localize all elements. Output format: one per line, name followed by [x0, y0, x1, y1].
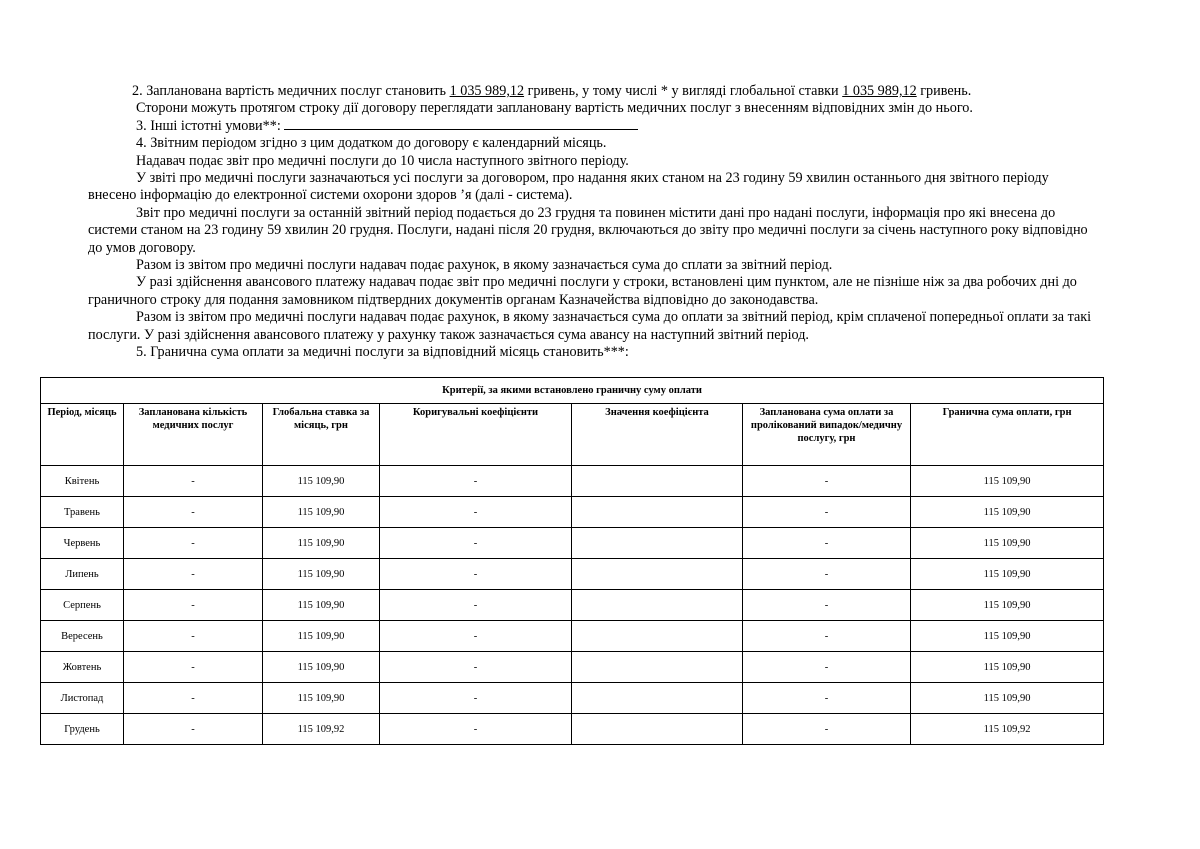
- table-header-row: [41, 404, 1104, 466]
- cell-planned-sum: -: [743, 528, 911, 559]
- cell-planned-qty: -: [124, 621, 263, 652]
- cell-month: Грудень: [41, 714, 124, 745]
- cell-month: Травень: [41, 497, 124, 528]
- col-header-global-rate: Глобальна ставка за місяць, грн: [263, 404, 380, 466]
- table-row: [41, 590, 1104, 621]
- cell-coefficient-value: [572, 714, 743, 745]
- paragraph-3-text: 3. Інші істотні умови**:: [136, 117, 285, 134]
- cell-coefficient-value: [572, 528, 743, 559]
- paragraph-2-text-b: гривень, у тому числі * у вигляді глобальної ставки: [524, 83, 843, 99]
- cell-coefficients: -: [380, 528, 572, 559]
- global-rate-amount: 1 035 989,12: [842, 83, 917, 99]
- cell-limit-sum: 115 109,90: [911, 683, 1104, 714]
- table-body: [41, 466, 1104, 745]
- cell-coefficients: -: [380, 497, 572, 528]
- cell-coefficient-value: [572, 621, 743, 652]
- paragraph-4d: Звіт про медичні послуги за останній звітний період подається до 23 грудня та повинен містити дані про надані послуги, інформація про які внесена до системи станом на 23 годину 59 хвилин 20 грудня. Послуги, надані після 20 грудня, включаються до звіту про медичні послуги за січень наступного року відповідно до умов договору.: [88, 204, 1088, 256]
- paragraph-4g: Разом із звітом про медичні послуги надавач подає рахунок, в якому зазначається сума до оплати за звітний період, крім сплаченої попередньої оплати за такі послуги. У разі здійснення авансового платежу у рахунку також зазначається сума авансу на наступний звітний період.: [88, 309, 1092, 343]
- cell-coefficients: -: [380, 683, 572, 714]
- cell-month: Жовтень: [41, 652, 124, 683]
- cell-planned-sum: -: [743, 590, 911, 621]
- paragraph-2: [88, 83, 1098, 100]
- col-header-coefficient-value: Значення коефіцієнта: [572, 404, 743, 466]
- cell-planned-qty: -: [124, 652, 263, 683]
- cell-planned-sum: -: [743, 714, 911, 745]
- cell-planned-sum: -: [743, 559, 911, 590]
- paragraph-2-text: 2. Запланована вартість медичних послуг становить: [132, 83, 450, 99]
- paragraph-4b: Надавач подає звіт про медичні послуги до 10 числа наступного звітного періоду.: [136, 152, 629, 169]
- cell-planned-qty: -: [124, 497, 263, 528]
- col-header-planned-sum: Запланована сума оплати за пролікований випадок/медичну послугу, грн: [743, 404, 911, 466]
- blank-line: [284, 118, 638, 130]
- cell-month: Квітень: [41, 466, 124, 497]
- cell-coefficients: -: [380, 590, 572, 621]
- cell-planned-sum: -: [743, 621, 911, 652]
- col-header-limit-sum: Гранична сума оплати, грн: [911, 404, 1104, 466]
- table-row: [41, 714, 1104, 745]
- cell-global-rate: 115 109,90: [263, 466, 380, 497]
- cell-limit-sum: 115 109,90: [911, 497, 1104, 528]
- cell-coefficient-value: [572, 590, 743, 621]
- cell-coefficients: -: [380, 714, 572, 745]
- table-caption: Критерії, за якими встановлено граничну суму оплати: [41, 378, 1104, 404]
- cell-global-rate: 115 109,92: [263, 714, 380, 745]
- contract-text: [88, 83, 1098, 362]
- table-row: [41, 621, 1104, 652]
- paragraph-2-line2: Сторони можуть протягом строку дії договору переглядати заплановану вартість медичних послуг з внесенням відповідних змін до нього.: [136, 100, 973, 117]
- cell-limit-sum: 115 109,90: [911, 528, 1104, 559]
- cell-coefficients: -: [380, 559, 572, 590]
- cell-coefficients: -: [380, 621, 572, 652]
- cell-planned-sum: -: [743, 652, 911, 683]
- cell-global-rate: 115 109,90: [263, 528, 380, 559]
- cell-planned-qty: -: [124, 559, 263, 590]
- paragraph-4f: У разі здійснення авансового платежу надавач подає звіт про медичні послуги у строки, встановлені цим пунктом, але не пізніше ніж за два робочих дні до граничного строку для подання замовником підтвердних документів органам Казначейства відповідно до законодавства.: [88, 274, 1077, 308]
- cell-planned-qty: -: [124, 683, 263, 714]
- cell-planned-sum: -: [743, 683, 911, 714]
- table-row: [41, 559, 1104, 590]
- cell-coefficients: -: [380, 466, 572, 497]
- cell-coefficients: -: [380, 652, 572, 683]
- cell-global-rate: 115 109,90: [263, 590, 380, 621]
- cell-planned-sum: -: [743, 466, 911, 497]
- cell-limit-sum: 115 109,92: [911, 714, 1104, 745]
- paragraph-3: [88, 118, 1098, 135]
- table-row: [41, 466, 1104, 497]
- payment-limit-table: [40, 377, 1104, 745]
- cell-planned-sum: -: [743, 497, 911, 528]
- cell-coefficient-value: [572, 683, 743, 714]
- table-row: [41, 528, 1104, 559]
- cell-coefficient-value: [572, 652, 743, 683]
- cell-coefficient-value: [572, 497, 743, 528]
- col-header-month: Період, місяць: [41, 404, 124, 466]
- cell-month: Листопад: [41, 683, 124, 714]
- cell-limit-sum: 115 109,90: [911, 590, 1104, 621]
- paragraph-4: 4. Звітним періодом згідно з цим додатком до договору є календарний місяць.: [136, 135, 607, 152]
- cell-limit-sum: 115 109,90: [911, 652, 1104, 683]
- paragraph-5: 5. Гранична сума оплати за медичні послуги за відповідний місяць становить***:: [136, 344, 629, 361]
- col-header-coefficients: Коригувальні коефіцієнти: [380, 404, 572, 466]
- cell-coefficient-value: [572, 559, 743, 590]
- table-row: [41, 497, 1104, 528]
- cell-month: Липень: [41, 559, 124, 590]
- cell-limit-sum: 115 109,90: [911, 621, 1104, 652]
- planned-cost-amount: 1 035 989,12: [449, 83, 525, 99]
- paragraph-4e: Разом із звітом про медичні послуги надавач подає рахунок, в якому зазначається сума до сплати за звітний період.: [136, 257, 833, 274]
- cell-month: Червень: [41, 528, 124, 559]
- cell-month: Вересень: [41, 621, 124, 652]
- paragraph-4c: У звіті про медичні послуги зазначаються усі послуги за договором, про надання яких станом на 23 годину 59 хвилин останнього дня звітного періоду внесено інформацію до електронної системи охорони здоров ’я (далі - система).: [88, 170, 1049, 204]
- cell-limit-sum: 115 109,90: [911, 559, 1104, 590]
- cell-limit-sum: 115 109,90: [911, 466, 1104, 497]
- cell-planned-qty: -: [124, 466, 263, 497]
- cell-month: Серпень: [41, 590, 124, 621]
- cell-planned-qty: -: [124, 714, 263, 745]
- cell-planned-qty: -: [124, 590, 263, 621]
- cell-global-rate: 115 109,90: [263, 621, 380, 652]
- table-row: [41, 683, 1104, 714]
- cell-global-rate: 115 109,90: [263, 652, 380, 683]
- cell-coefficient-value: [572, 466, 743, 497]
- cell-global-rate: 115 109,90: [263, 497, 380, 528]
- table-row: [41, 652, 1104, 683]
- cell-global-rate: 115 109,90: [263, 683, 380, 714]
- cell-global-rate: 115 109,90: [263, 559, 380, 590]
- cell-planned-qty: -: [124, 528, 263, 559]
- col-header-planned-qty: Запланована кількість медичних послуг: [124, 404, 263, 466]
- paragraph-2-text-c: гривень.: [916, 83, 972, 99]
